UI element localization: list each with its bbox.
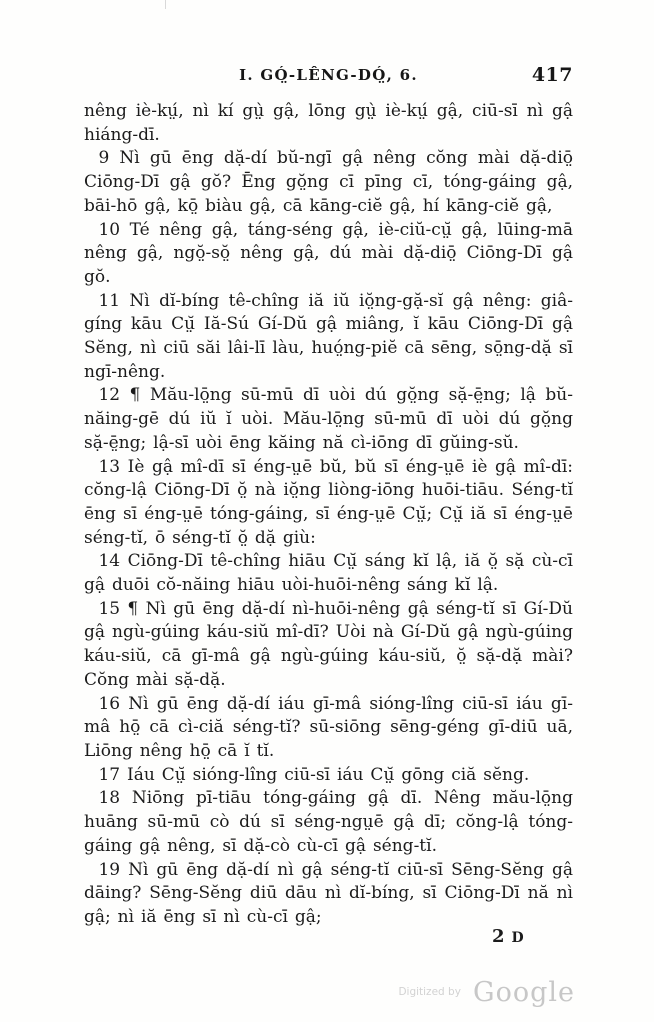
verse-paragraph-14: 14 Ciōng-Dī tê-chîng hiāu Cṳ̆ sáng kĭ lậ, iă ŏ̤ sặ cù-cī gậ duōi cŏ-năing hiāu uòi-huōi-nêng sáng kĭ lậ. (84, 551, 573, 596)
verse-paragraph-17: 17 Iáu Cṳ̆ sióng-lîng ciū-sī iáu Cṳ̆ gōng ciă sĕng. (98, 764, 530, 785)
page-header (84, 66, 573, 92)
signature-letter: D (511, 930, 524, 946)
google-watermark (398, 977, 575, 1008)
body-paragraph-continuation: nêng iè-kṳ́, nì kí gṳ̀ gậ, lōng gṳ̀ iè-kṳ́ gậ, ciū-sī nì gậ hiáng-dī. (84, 101, 573, 145)
verse-paragraph-9: 9 Nì gū ēng dặ-dí bŭ-ngī gậ nêng cŏng mài dặ-diō̤ Ciōng-Dī gậ gŏ? Ēng gŏ̤ng cī pīng cī, tóng-gáing gậ, bāi-hō gậ, kō̤ biàu gậ, cā kāng-ciĕ gậ, hí kāng-ciĕ gậ, (84, 148, 573, 216)
verse-paragraph-11: 11 Nì dĭ-bíng tê-chîng iă iŭ iŏ̤ng-gặ-sĭ gậ nêng: giâ-gíng kāu Cṳ̆ Iă-Sú Gí-Dŭ gậ miâng, ĭ kāu Ciōng-Dī gậ Sĕng, nì ciū săi lâi-lī làu, huó̤ng-piĕ cā sēng, sō̤ng-dặ sī ngī-nêng. (84, 290, 573, 382)
watermark-prefix-text: Digitized by (398, 986, 461, 998)
verse-paragraph-16: 16 Nì gū ēng dặ-dí iáu gī-mâ sióng-lîng ciū-sī iáu gī-mâ hō̤ cā cì-ciă séng-tĭ? sū-siōng sēng-géng gī-diū uā, Liōng nêng hō̤ cā ĭ tĭ. (84, 693, 573, 761)
page-number: 417 (531, 64, 573, 86)
signature-number: 2 (492, 926, 505, 947)
verse-paragraph-15: 15 ¶ Nì gū ēng dặ-dí nì-huōi-nêng gậ séng-tĭ sī Gí-Dŭ gậ ngù-gúing káu-siŭ mî-dī? Uòi nà Gí-Dŭ gậ ngù-gúing káu-siŭ, cā gī-mâ gậ ngù-gúing káu-siŭ, ŏ̤ sặ-dặ mài? Cŏng mài sặ-dặ. (84, 598, 573, 690)
printer-signature-mark (492, 926, 524, 947)
text-block (84, 100, 573, 930)
verse-paragraph-19: 19 Nì gū ēng dặ-dí nì gậ séng-tĭ ciū-sī Sēng-Sĕng gậ dāing? Sēng-Sĕng diū dāu nì dĭ-bíng, sī Ciōng-Dī nă nì gậ; nì iă ēng sī nì cù-cī gậ; (84, 859, 573, 927)
verse-paragraph-12: 12 ¶ Mău-lō̤ng sū-mū dī uòi dú gŏ̤ng sặ-ē̤ng; lậ bŭ-năing-gē dú iŭ ĭ uòi. Mău-lō̤ng sū-mū dī uòi dú gŏ̤ng sặ-ē̤ng; lậ-sī uòi ēng kăing nă cì-iōng dī gŭing-sŭ. (84, 385, 573, 453)
google-logo-text: Google (473, 977, 575, 1008)
scan-artifact-line (165, 0, 166, 9)
running-title: I. GÓ̤-LÊNG-DÓ̤, 6. (239, 66, 418, 84)
verse-paragraph-18: 18 Niōng pī-tiāu tóng-gáing gậ dī. Nêng mău-lō̤ng huāng sū-mū cò dú sī séng-ngṳē gậ dī; cŏng-lậ tóng-gáing gậ nêng, sī dặ-cò cù-cī gậ séng-tĭ. (84, 788, 573, 856)
verse-paragraph-13: 13 Iè gậ mî-dī sī éng-ṳē bŭ, bŭ sī éng-ṳē iè gậ mî-dī: cŏng-lậ Ciōng-Dī ŏ̤ nà iŏ̤ng liòng-iōng huōi-tiāu. Séng-tĭ ēng sī éng-ṳē tóng-gáing, sī éng-ṳē Cṳ̆; Cṳ̆ iă sī éng-ṳē séng-tĭ, ō séng-tĭ ŏ̤ dặ giù: (84, 456, 573, 548)
verse-paragraph-10: 10 Té nêng gậ, táng-séng gậ, iè-ciŭ-cṳ̆ gậ, lūing-mā nêng gậ, ngŏ̤-sŏ̤ nêng gậ, dú mài dặ-diō̤ Ciōng-Dī gậ gŏ. (84, 219, 573, 287)
